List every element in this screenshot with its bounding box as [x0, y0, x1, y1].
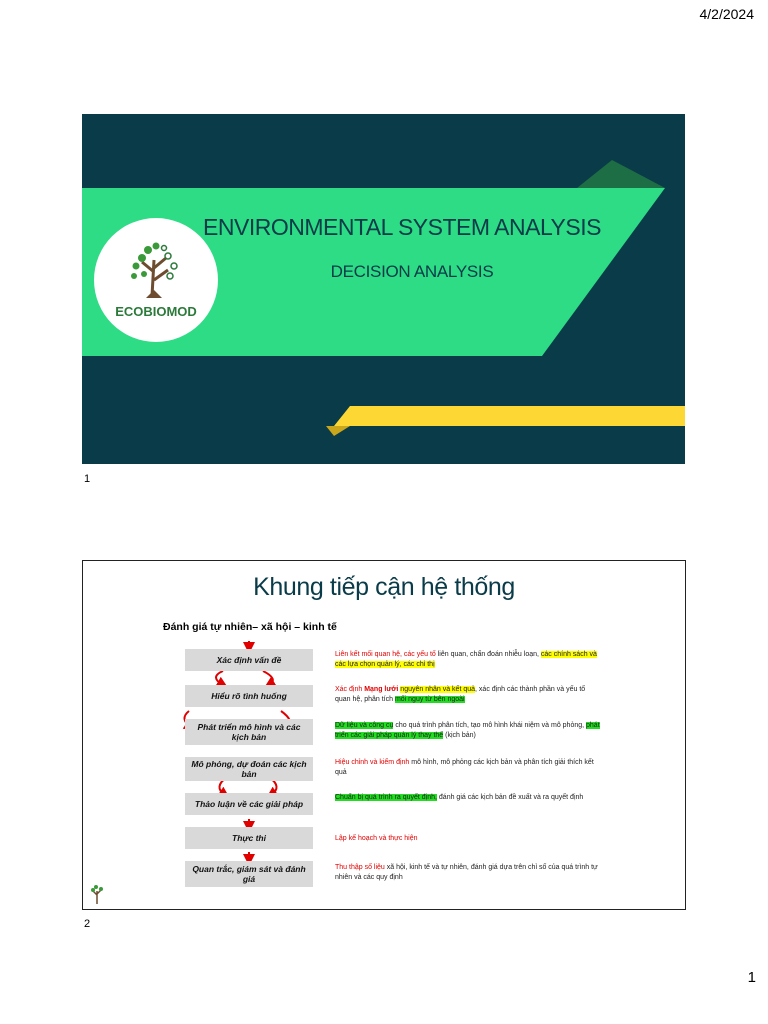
step-5: Thảo luận về các giải pháp: [185, 793, 313, 815]
slide2-heading: Đánh giá tự nhiên– xã hội – kinh tế: [163, 621, 337, 633]
arrow-right-1: [263, 671, 273, 685]
ecobiomod-logo: [94, 218, 218, 342]
yellow-banner: [334, 406, 685, 426]
step-3: Phát triển mô hình và các kịch bản: [185, 719, 313, 745]
arrow-left-1: [216, 671, 223, 685]
desc-3: Dữ liệu và công cụ cho quá trình phân tích, tạo mô hình khái niệm và mô phỏng, phát triển các giải pháp quản lý thay thế (kịch bản): [335, 722, 600, 739]
desc-7: Thu thập số liệu xã hội, kinh tế và tự nhiên, đánh giá dựa trên chỉ số của quá trình tự nhiên và các quy định: [335, 864, 598, 881]
desc-6: Lập kế hoạch và thực hiện: [335, 835, 418, 842]
slide1-number: 1: [84, 473, 91, 485]
dark-green-accent: [577, 160, 665, 188]
slide2-number: 2: [84, 918, 91, 930]
step-7: Quan trắc, giám sát và đánh giá: [185, 861, 313, 887]
desc-4: Hiệu chỉnh và kiểm định mô hình, mô phỏng các kịch bản và phân tích giải thích kết quả: [335, 759, 594, 776]
desc-5: Chuẩn bị quá trình ra quyết định, đánh giá các kịch bản đề xuất và ra quyết định: [335, 794, 584, 801]
page-number: 1: [747, 969, 756, 986]
step-1: Xác định vấn đề: [185, 649, 313, 671]
yellow-fold: [326, 426, 350, 436]
desc-2: Xác định Mạng lưới nguyên nhân và kết quả, xác định các thành phần và yếu tố quan hệ, phân tích mối nguy từ bên ngoài: [335, 686, 586, 703]
step-6: Thực thi: [185, 827, 313, 849]
small-tree-logo-icon: [89, 883, 105, 905]
desc-1: Liên kết mối quan hệ, các yếu tố liên quan, chẩn đoán nhiễu loạn, các chính sách và các lựa chọn quản lý, các chỉ thị: [335, 651, 597, 668]
tree-logo-icon: [94, 218, 218, 342]
title-slide[interactable]: [82, 114, 685, 464]
brand-name: ECOBIOMOD: [115, 304, 197, 319]
content-slide[interactable]: [82, 560, 686, 910]
slide1-subtitle: DECISION ANALYSIS: [330, 262, 494, 281]
slide1-title: ENVIRONMENTAL SYSTEM ANALYSIS: [203, 214, 601, 240]
step-2: Hiểu rõ tình huống: [185, 685, 313, 707]
slide2-title: Khung tiếp cận hệ thống: [253, 573, 515, 601]
page-date: 4/2/2024: [699, 6, 754, 22]
step-4: Mô phỏng, dự đoán các kịch bản: [185, 757, 313, 781]
